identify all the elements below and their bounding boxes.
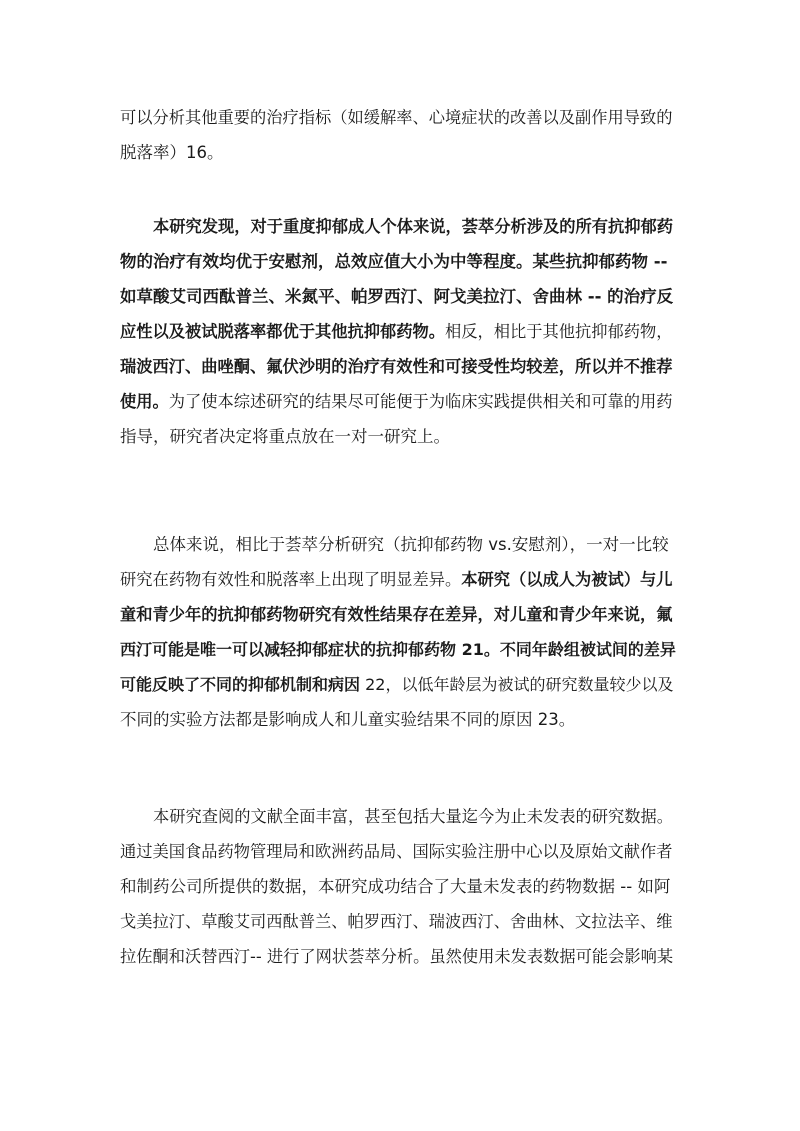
bold-text-run: 应性以及被试脱落率都优于其他抗抑郁药物。 bbox=[120, 322, 445, 341]
text-line bbox=[120, 869, 680, 904]
text-run: 总体来说，相比于荟萃分析研究（抗抑郁药物 vs.安慰剂），一对一比较 bbox=[153, 535, 669, 554]
paragraph-3 bbox=[120, 527, 680, 737]
text-run: 通过美国食品药物管理局和欧洲药品局、国际实验注册中心以及原始文献作者 bbox=[120, 842, 673, 861]
text-line bbox=[120, 702, 680, 737]
text-run: 研究在药物有效性和脱落率上出现了明显差异。 bbox=[120, 570, 462, 589]
bold-text-run: 如草酸艾司西酞普兰、米氮平、帕罗西汀、阿戈美拉汀、舍曲林 -- 的治疗反 bbox=[120, 287, 674, 306]
text-run: 为了使本综述研究的结果尽可能便于为临床实践提供相关和可靠的用药 bbox=[168, 392, 673, 411]
text-line bbox=[120, 244, 680, 279]
text-line bbox=[120, 799, 680, 834]
text-run: 22，以低年龄层为被试的研究数量较少以及 bbox=[360, 675, 674, 694]
text-line bbox=[120, 384, 680, 419]
text-line bbox=[120, 632, 680, 667]
text-line bbox=[120, 349, 680, 384]
bold-text-run: 西汀可能是唯一可以减轻抑郁症状的抗抑郁药物 21。不同年龄组被试间的差异 bbox=[120, 640, 676, 659]
text-line bbox=[120, 562, 680, 597]
text-line bbox=[120, 209, 680, 244]
text-line bbox=[120, 904, 680, 939]
text-line bbox=[120, 527, 680, 562]
text-run: 戈美拉汀、草酸艾司西酞普兰、帕罗西汀、瑞波西汀、舍曲林、文拉法辛、维 bbox=[120, 912, 673, 931]
text-run: 相反，相比于其他抗抑郁药物， bbox=[445, 322, 673, 341]
text-line bbox=[120, 279, 680, 314]
paragraph-4 bbox=[120, 799, 680, 974]
text-line bbox=[120, 100, 680, 135]
text-run: 本研究查阅的文献全面丰富，甚至包括大量迄今为止未发表的研究数据。 bbox=[153, 807, 673, 826]
bold-text-run: 本研究发现，对于重度抑郁成人个体来说，荟萃分析涉及的所有抗抑郁药 bbox=[153, 217, 673, 236]
bold-text-run: 可能反映了不同的抑郁机制和病因 bbox=[120, 675, 361, 694]
text-line bbox=[120, 667, 680, 702]
text-run: 和制药公司所提供的数据，本研究成功结合了大量未发表的药物数据 -- 如阿 bbox=[120, 877, 671, 896]
text-line bbox=[120, 135, 680, 170]
bold-text-run: 物的治疗有效均优于安慰剂，总效应值大小为中等程度。某些抗抑郁药物 -- bbox=[120, 252, 668, 271]
bold-text-run: 本研究（以成人为被试）与儿 bbox=[461, 570, 673, 589]
paragraph-1 bbox=[120, 100, 680, 170]
text-line bbox=[120, 314, 680, 349]
text-run: 不同的实验方法都是影响成人和儿童实验结果不同的原因 23。 bbox=[120, 710, 576, 729]
text-line bbox=[120, 597, 680, 632]
paragraph-2 bbox=[120, 209, 680, 454]
text-run: 指导，研究者决定将重点放在一对一研究上。 bbox=[120, 427, 450, 446]
bold-text-run: 使用。 bbox=[120, 392, 169, 411]
text-line bbox=[120, 419, 680, 454]
text-line bbox=[120, 939, 680, 974]
text-run: 可以分析其他重要的治疗指标（如缓解率、心境症状的改善以及副作用导致的 bbox=[120, 108, 673, 127]
bold-text-run: 瑞波西汀、曲唑酮、氟伏沙明的治疗有效性和可接受性均较差，所以并不推荐 bbox=[120, 357, 673, 376]
text-line bbox=[120, 834, 680, 869]
bold-text-run: 童和青少年的抗抑郁药物研究有效性结果存在差异，对儿童和青少年来说，氟 bbox=[120, 605, 673, 624]
text-run: 拉佐酮和沃替西汀-- 进行了网状荟萃分析。虽然使用未发表数据可能会影响某 bbox=[120, 947, 674, 966]
text-run: 脱落率）16。 bbox=[120, 143, 224, 162]
